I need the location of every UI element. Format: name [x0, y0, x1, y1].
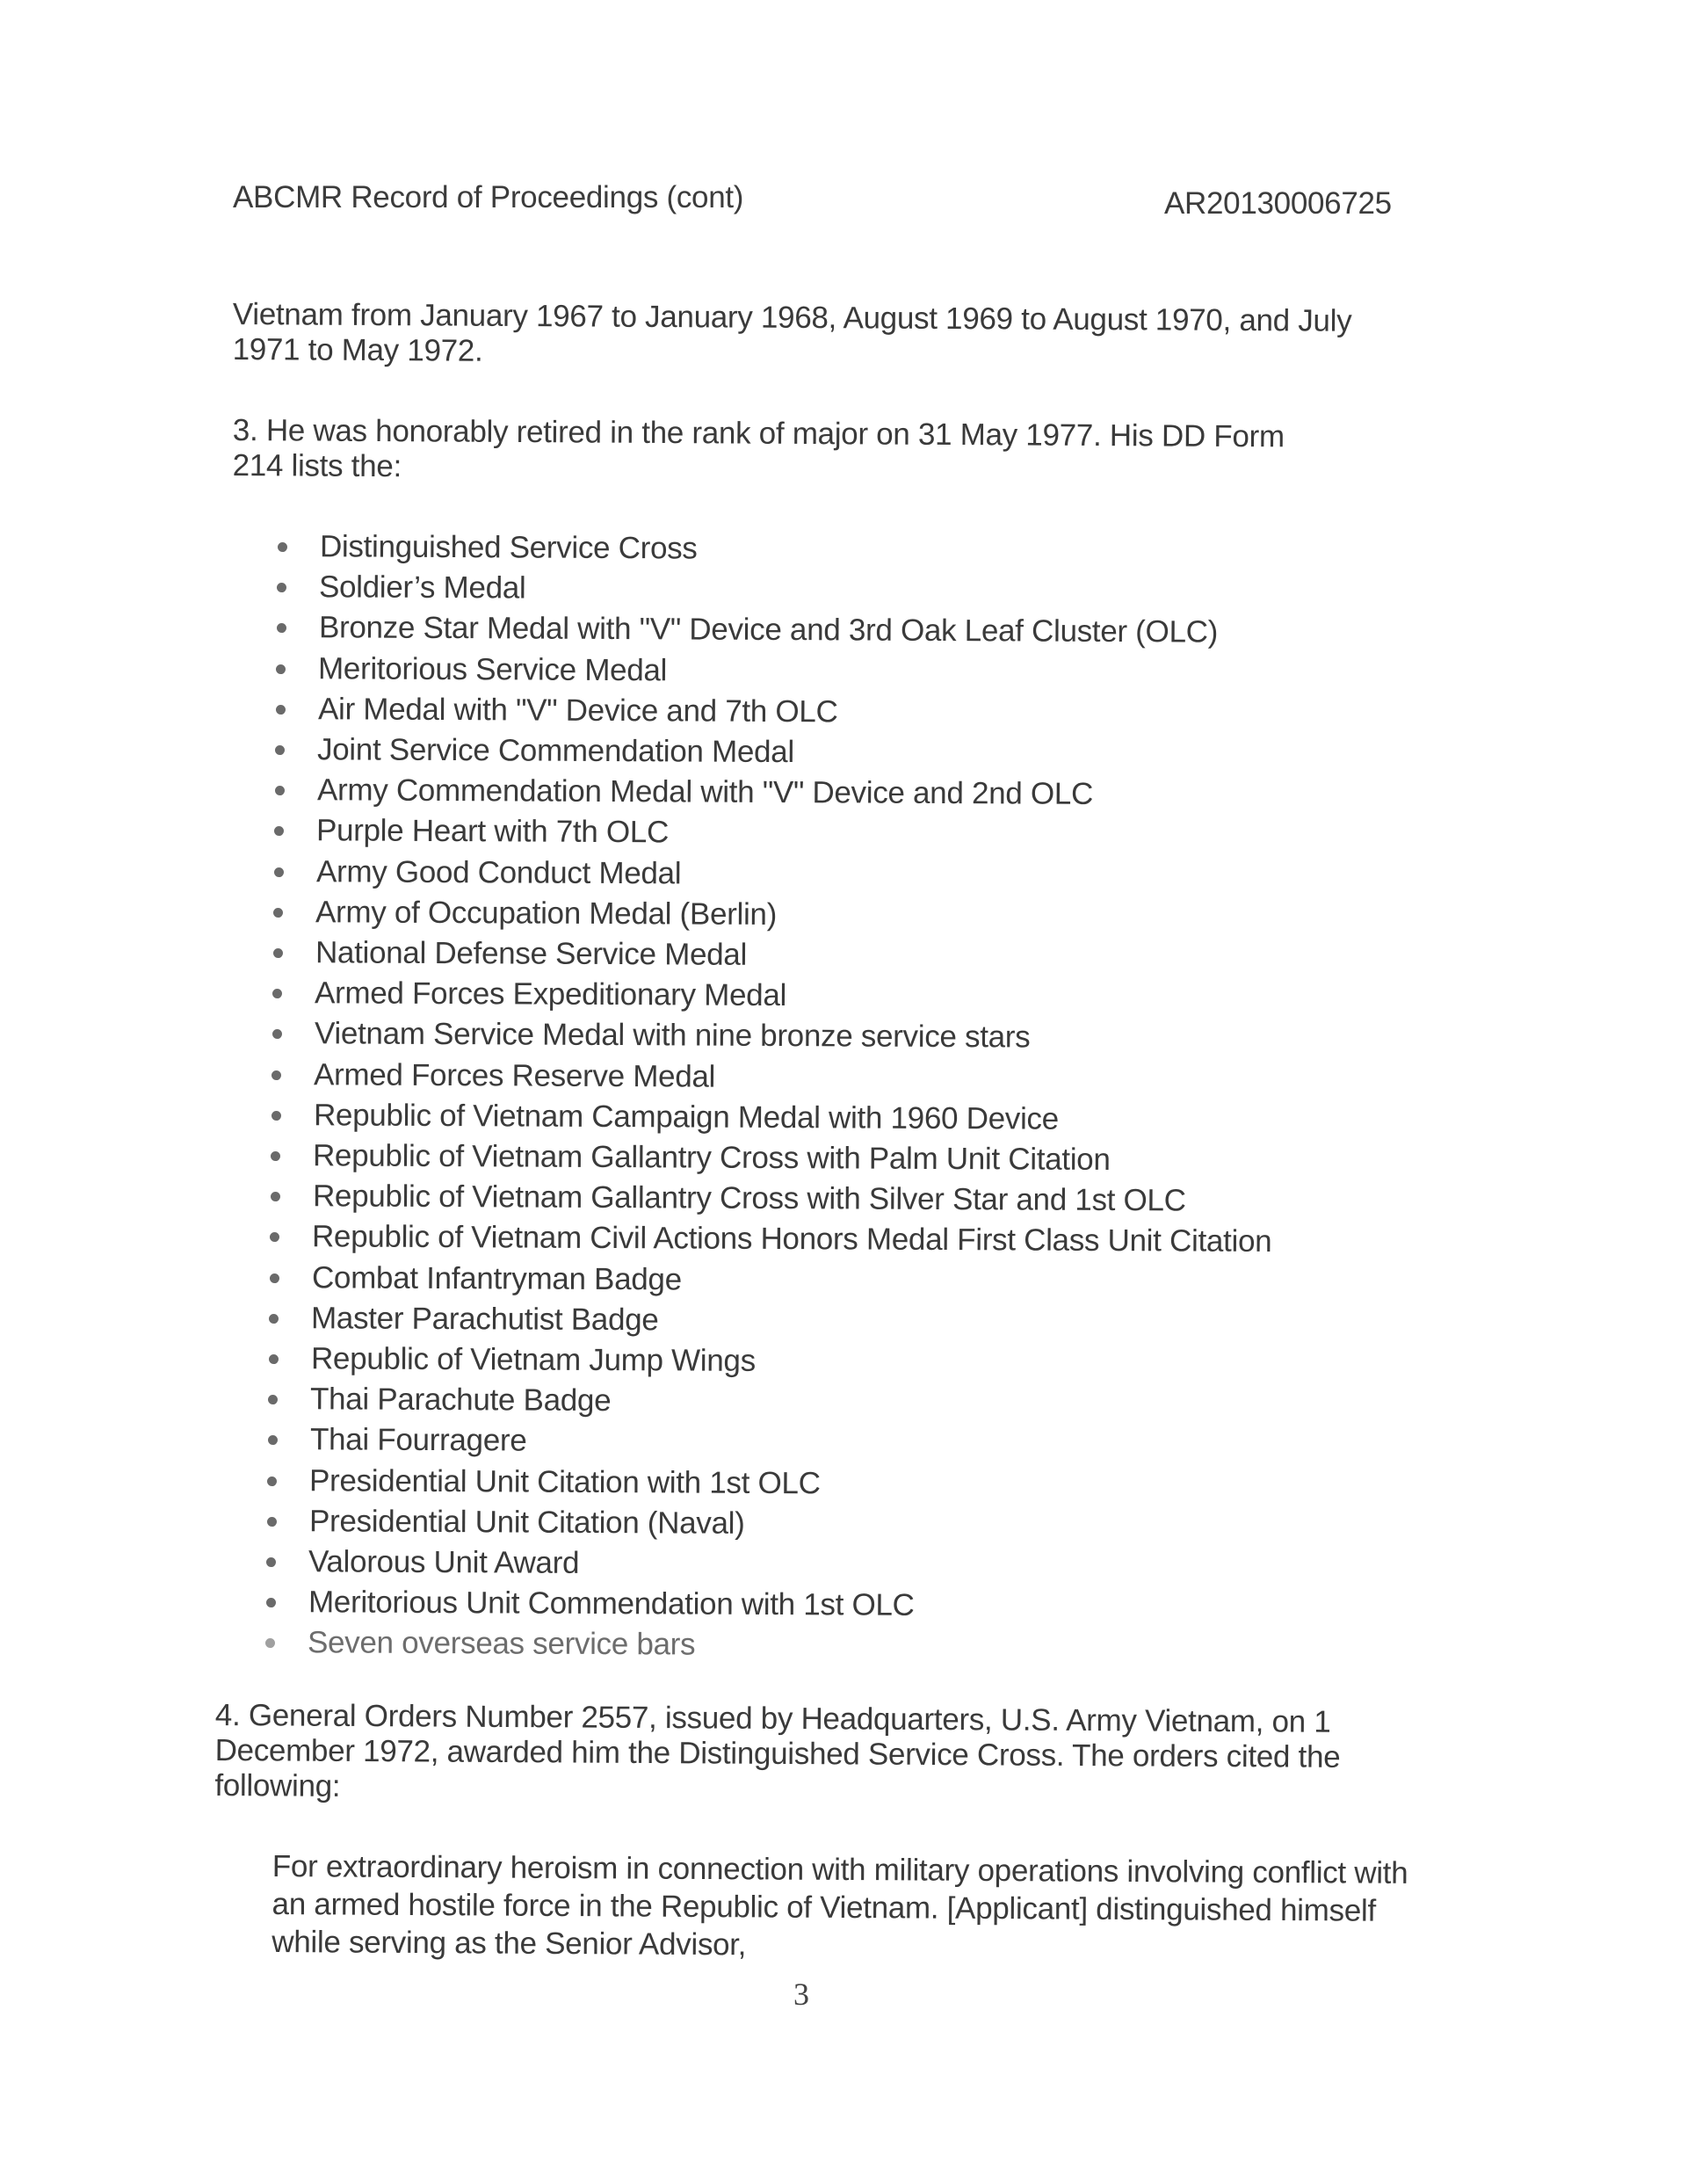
award-name: Distinguished Service Cross — [319, 529, 698, 566]
award-name: Vietnam Service Medal with nine bronze service stars — [314, 1016, 1031, 1055]
bullet-icon — [273, 908, 283, 918]
award-name: Republic of Vietnam Civil Actions Honors Medal First Class Unit Citation — [312, 1219, 1272, 1259]
docket-number: AR20130006725 — [1164, 186, 1392, 221]
award-name: Army Commendation Medal with "V" Device and 2nd OLC — [316, 773, 1093, 812]
award-name: Thai Fourragere — [309, 1422, 527, 1458]
bullet-icon — [276, 705, 286, 715]
award-name: Presidential Unit Citation with 1st OLC — [308, 1462, 821, 1500]
bullet-icon — [277, 623, 286, 633]
bullet-icon — [268, 1395, 278, 1404]
award-name: Bronze Star Medal with "V" Device and 3rd Oak Leaf Cluster (OLC) — [318, 610, 1219, 649]
header-title: ABCMR Record of Proceedings (cont) — [233, 180, 744, 214]
page-number: 3 — [793, 1977, 809, 2012]
bullet-icon — [265, 1598, 275, 1607]
award-name: Air Medal with "V" Device and 7th OLC — [317, 692, 838, 729]
award-name: Army Good Conduct Medal — [315, 853, 682, 890]
bullet-icon — [272, 1111, 281, 1121]
bullet-icon — [274, 867, 284, 877]
citation-quote: For extraordinary heroism in connection with military operations involving conflict with an armed hostile force in the Republic of Vietnam. [Applicant] distinguished himself while serving as the Senior Advisor, — [272, 1849, 1408, 1963]
bullet-icon — [269, 1354, 279, 1364]
award-name: Thai Parachute Badge — [310, 1382, 612, 1419]
bullet-icon — [272, 1029, 282, 1039]
award-name: Armed Forces Expeditionary Medal — [315, 976, 787, 1013]
bullet-icon — [278, 542, 287, 552]
award-name: Valorous Unit Award — [308, 1544, 580, 1580]
bullet-icon — [265, 1638, 275, 1648]
bullet-icon — [267, 1477, 277, 1486]
bullet-icon — [275, 745, 285, 755]
bullet-icon — [277, 583, 286, 592]
bullet-icon — [268, 1435, 278, 1445]
bullet-icon — [271, 1151, 280, 1161]
award-name: National Defense Service Medal — [315, 935, 747, 972]
bullet-icon — [269, 1314, 279, 1324]
bullet-icon — [270, 1232, 279, 1242]
award-name: Meritorious Service Medal — [318, 650, 668, 687]
award-name: Republic of Vietnam Gallantry Cross with Palm Unit Citation — [313, 1138, 1111, 1177]
award-name: Presidential Unit Citation (Naval) — [308, 1503, 745, 1541]
award-name: Joint Service Commendation Medal — [317, 732, 795, 770]
bullet-icon — [270, 1273, 279, 1283]
bullet-icon — [275, 786, 285, 795]
bullet-icon — [271, 1192, 280, 1201]
bullet-icon — [276, 664, 286, 674]
bullet-icon — [272, 1070, 281, 1080]
award-name: Armed Forces Reserve Medal — [314, 1056, 716, 1094]
bullet-icon — [267, 1517, 277, 1527]
paragraph-4: 4. General Orders Number 2557, issued by Headquarters, U.S. Army Vietnam, on 1 December 1972, awarded him the Distinguished Service Cross. The orders cited the following: — [214, 1698, 1341, 1803]
award-name: Soldier’s Medal — [319, 570, 527, 606]
award-name: Army of Occupation Medal (Berlin) — [315, 895, 778, 932]
award-name: Meritorious Unit Commendation with 1st OLC — [308, 1585, 915, 1622]
bullet-icon — [274, 826, 284, 836]
paragraph-3: 3. He was honorably retired in the rank of major on 31 May 1977. His DD Form 214 lists the: — [232, 413, 1285, 484]
award-name: Combat Infantryman Badge — [311, 1259, 682, 1296]
award-name: Republic of Vietnam Gallantry Cross with Silver Star and 1st OLC — [312, 1179, 1186, 1218]
award-name: Republic of Vietnam Jump Wings — [310, 1341, 756, 1378]
award-name: Seven overseas service bars — [307, 1625, 696, 1662]
paragraph-service-dates: Vietnam from January 1967 to January 1968, August 1969 to August 1970, and July 1971 to May 1972. — [232, 297, 1352, 368]
bullet-icon — [273, 948, 283, 958]
bullet-icon — [272, 989, 282, 998]
award-name: Master Parachutist Badge — [311, 1300, 659, 1338]
award-name: Purple Heart with 7th OLC — [316, 813, 670, 850]
award-name: Republic of Vietnam Campaign Medal with 1960 Device — [313, 1097, 1059, 1136]
bullet-icon — [266, 1557, 276, 1567]
